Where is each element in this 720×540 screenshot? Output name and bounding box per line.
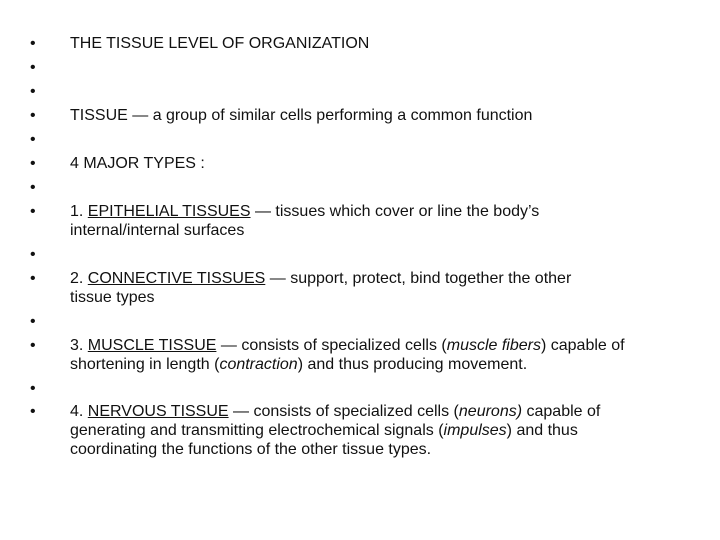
- type-italic-term: contraction: [219, 356, 298, 373]
- tissue-term: TISSUE: [70, 107, 128, 124]
- bullet-marker: •: [30, 155, 36, 172]
- types-heading: 4 MAJOR TYPES :: [70, 155, 205, 172]
- type-italic-term: impulses: [443, 422, 507, 439]
- type-italic-term: neurons): [458, 403, 523, 420]
- type-number: 1.: [70, 203, 88, 220]
- type-text: tissue types: [70, 289, 155, 306]
- type-text: ) and thus: [506, 422, 578, 439]
- type-text: shortening in length (: [70, 356, 220, 373]
- type-text: — tissues which cover or line the body’s: [250, 203, 540, 220]
- type-text: coordinating the functions of the other tissue types.: [70, 441, 432, 458]
- type-text: internal/internal surfaces: [70, 222, 245, 239]
- bullet-marker: •: [30, 59, 36, 76]
- bullet-marker: •: [30, 246, 36, 263]
- type-text: generating and transmitting electrochemical signals (: [70, 422, 444, 439]
- tissue-definition-text: — a group of similar cells performing a common function: [127, 107, 533, 124]
- bullet-marker: •: [30, 83, 36, 100]
- type-name: EPITHELIAL TISSUES: [87, 203, 251, 220]
- muscle-description: [70, 336, 690, 374]
- type-name: MUSCLE TISSUE: [87, 337, 217, 354]
- connective-description: [70, 269, 690, 307]
- bullet-marker: •: [30, 403, 36, 420]
- bullet-marker: •: [30, 203, 36, 220]
- bullet-marker: •: [30, 380, 36, 397]
- type-text: — support, protect, bind together the other: [265, 270, 572, 287]
- type-name: CONNECTIVE TISSUES: [87, 270, 266, 287]
- bullet-marker: •: [30, 337, 36, 354]
- bullet-marker: •: [30, 179, 36, 196]
- type-text: — consists of specialized cells (: [216, 337, 447, 354]
- bullet-marker: •: [30, 270, 36, 287]
- slide-title: THE TISSUE LEVEL OF ORGANIZATION: [70, 35, 370, 52]
- bullet-marker: •: [30, 107, 36, 124]
- epithelial-description: [70, 202, 690, 240]
- type-number: 4.: [70, 403, 88, 420]
- type-name: NERVOUS TISSUE: [87, 403, 229, 420]
- type-text: ) and thus producing movement.: [297, 356, 528, 373]
- type-text: — consists of specialized cells (: [228, 403, 459, 420]
- bullet-marker: •: [30, 313, 36, 330]
- type-text: ) capable of: [540, 337, 625, 354]
- type-text: capable of: [522, 403, 601, 420]
- nervous-description: [70, 402, 690, 459]
- tissue-definition: [70, 106, 690, 125]
- bullet-marker: •: [30, 131, 36, 148]
- type-italic-term: muscle fibers: [446, 337, 541, 354]
- type-number: 2.: [70, 270, 88, 287]
- type-number: 3.: [70, 337, 88, 354]
- bullet-marker: •: [30, 35, 36, 52]
